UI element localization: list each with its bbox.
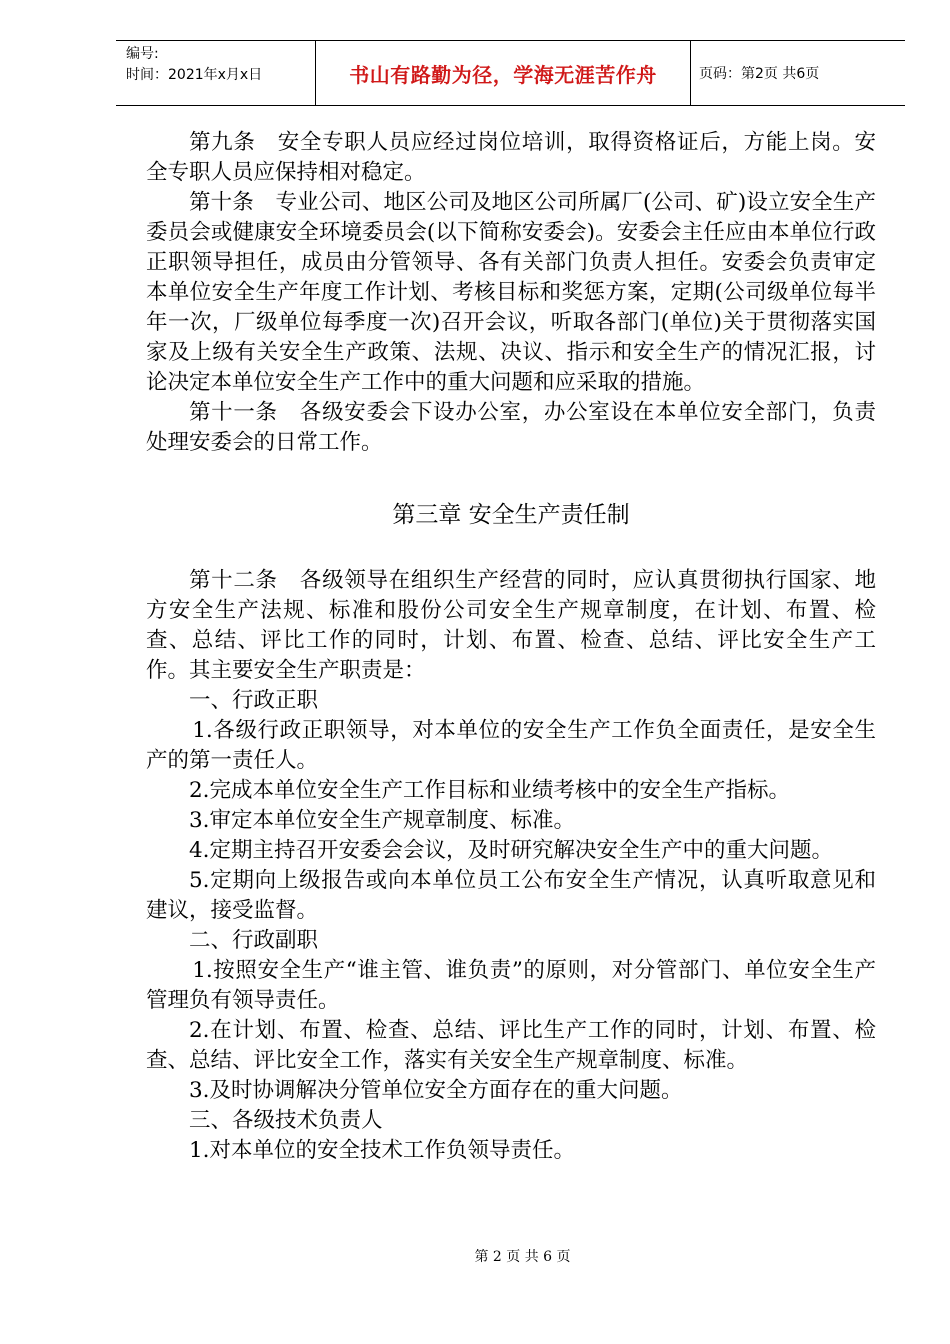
chapter-title: 第三章 安全生产责任制 (392, 502, 630, 528)
article-paragraph: 第十条 专业公司、地区公司及地区公司所属厂(公司、矿)设立安全生产委员会或健康安全环境委员会(以下简称安委会)。安委会主任应由本单位行政正职领导担任，成员由分管领导、各有关部门负责人担任。安委会负责审定本单位安全生产年度工作计划、考核目标和奖惩方案，定期(公司级单位每半年一次，厂级单位每季度一次)召开会议，听取各部门(单位)关于贯彻落实国家及上级有关安全生产政策、法规、决议、指示和安全生产的情况汇报，讨论决定本单位安全生产工作中的重大问题和应采取的措施。 (146, 190, 876, 395)
document-number-label: 编号: (126, 46, 159, 62)
article-paragraph: 第十二条 各级领导在组织生产经营的同时，应认真贯彻执行国家、地方安全生产法规、标准和股份公司安全生产规章制度，在计划、布置、检查、总结、评比工作的同时，计划、布置、检查、总结、评比安全生产工作。其主要安全生产职责是： (146, 568, 876, 683)
header-page-cell (691, 41, 905, 105)
list-item: 3.及时协调解决分管单位安全方面存在的重大问题。 (189, 1078, 683, 1103)
list-item: 1.按照安全生产“谁主管、谁负责”的原则，对分管部门、单位安全生产管理负有领导责任。 (146, 958, 876, 1013)
page-footer: 第 2 页 共 6 页 (474, 1249, 571, 1265)
document-time-label: 时间：2021年x月x日 (126, 67, 263, 83)
document-header (116, 40, 905, 106)
section-heading: 三、各级技术负责人 (189, 1108, 383, 1133)
header-motto-cell (316, 41, 691, 105)
section-heading: 二、行政副职 (189, 928, 319, 953)
header-motto: 书山有路勤为径，学海无涯苦作舟 (349, 62, 657, 87)
list-item: 2.在计划、布置、检查、总结、评比生产工作的同时，计划、布置、检查、总结、评比安全工作，落实有关安全生产规章制度、标准。 (146, 1018, 876, 1073)
article-paragraph: 第九条 安全专职人员应经过岗位培训，取得资格证后，方能上岗。安全专职人员应保持相对稳定。 (146, 130, 876, 185)
list-item: 5.定期向上级报告或向本单位员工公布安全生产情况，认真听取意见和建议，接受监督。 (146, 868, 876, 923)
list-item: 1.对本单位的安全技术工作负领导责任。 (189, 1138, 576, 1163)
header-meta-cell (116, 41, 316, 105)
article-paragraph: 第十一条 各级安委会下设办公室，办公室设在本单位安全部门，负责处理安委会的日常工作。 (146, 400, 876, 455)
list-item: 3.审定本单位安全生产规章制度、标准。 (189, 808, 576, 833)
list-item: 1.各级行政正职领导，对本单位的安全生产工作负全面责任，是安全生产的第一责任人。 (146, 718, 876, 773)
header-page-info: 页码：第2页 共6页 (699, 66, 820, 82)
list-item: 4.定期主持召开安委会会议，及时研究解决安全生产中的重大问题。 (189, 838, 834, 863)
list-item: 2.完成本单位安全生产工作目标和业绩考核中的安全生产指标。 (189, 778, 791, 803)
document-body (146, 128, 876, 1166)
section-heading: 一、行政正职 (189, 688, 319, 713)
